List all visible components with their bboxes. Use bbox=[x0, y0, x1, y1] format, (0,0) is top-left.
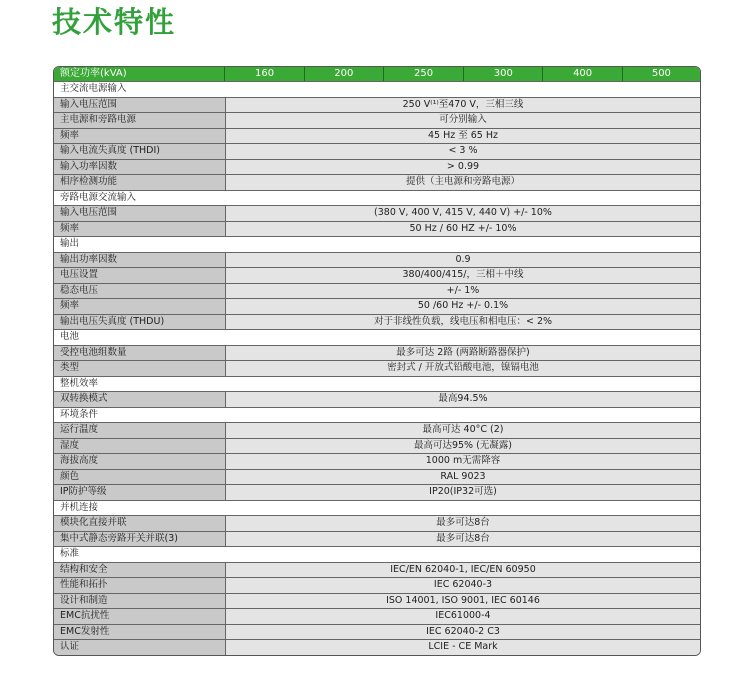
row-value: 50 /60 Hz +/- 0.1% bbox=[226, 299, 700, 314]
row-value: IEC 62040-3 bbox=[226, 578, 700, 593]
row-value: 最多可达8台 bbox=[226, 532, 700, 547]
table-body bbox=[54, 81, 700, 655]
table-row bbox=[54, 624, 700, 640]
row-label: 设计和制造 bbox=[54, 594, 226, 609]
row-label: 相序检测功能 bbox=[54, 175, 226, 190]
row-label: EMC发射性 bbox=[54, 625, 226, 640]
table-row bbox=[54, 159, 700, 175]
section-label: 旁路电源交流输入 bbox=[60, 191, 137, 203]
table-row bbox=[54, 639, 700, 655]
row-value: IEC61000-4 bbox=[226, 609, 700, 624]
row-label: 输出电压失真度 (THDU) bbox=[54, 315, 226, 330]
row-label: 集中式静态旁路开关并联(3) bbox=[54, 532, 226, 547]
section-row bbox=[54, 546, 700, 562]
header-col-250: 250 bbox=[383, 67, 463, 81]
row-value: 最高94.5% bbox=[226, 392, 700, 407]
row-value: 最高可达 40°C (2) bbox=[226, 423, 700, 438]
section-row bbox=[54, 376, 700, 392]
row-value: > 0.99 bbox=[226, 160, 700, 175]
table-row bbox=[54, 453, 700, 469]
section-label: 电池 bbox=[60, 331, 80, 342]
spec-table bbox=[53, 66, 701, 656]
table-row bbox=[54, 577, 700, 593]
page-title: 技术特性 bbox=[52, 5, 177, 39]
row-value: RAL 9023 bbox=[226, 470, 700, 485]
section-label: 主交流电源输入 bbox=[60, 83, 127, 94]
header-col-300: 300 bbox=[463, 67, 542, 81]
table-row bbox=[54, 283, 700, 299]
row-value: +/- 1% bbox=[226, 284, 700, 299]
row-value: 最高可达95% (无凝露) bbox=[226, 439, 700, 454]
row-value: IEC/EN 62040-1, IEC/EN 60950 bbox=[226, 563, 700, 578]
row-label: 类型 bbox=[54, 361, 226, 376]
row-value: (380 V, 400 V, 415 V, 440 V) +/- 10% bbox=[226, 206, 700, 221]
table-row bbox=[54, 515, 700, 531]
table-row bbox=[54, 97, 700, 113]
section-row bbox=[54, 190, 700, 206]
table-row bbox=[54, 562, 700, 578]
header-col-400: 400 bbox=[542, 67, 621, 81]
section-label: 输出 bbox=[60, 238, 80, 249]
row-value: 45 Hz 至 65 Hz bbox=[226, 129, 700, 144]
row-value: 密封式 / 开放式铅酸电池，镍镉电池 bbox=[226, 361, 700, 376]
table-row bbox=[54, 422, 700, 438]
table-row bbox=[54, 469, 700, 485]
row-label: 输入功率因数 bbox=[54, 160, 226, 175]
row-label: 主电源和旁路电源 bbox=[54, 113, 226, 128]
row-value: LCIE - CE Mark bbox=[226, 640, 700, 655]
row-value: 1000 m无需降容 bbox=[226, 454, 700, 469]
row-value: 可分别输入 bbox=[226, 113, 700, 128]
table-row bbox=[54, 205, 700, 221]
header-label: 额定功率(kVA) bbox=[60, 68, 127, 79]
row-label: 性能和拓扑 bbox=[54, 578, 226, 593]
row-value: ISO 14001, ISO 9001, IEC 60146 bbox=[226, 594, 700, 609]
row-label: 湿度 bbox=[54, 439, 226, 454]
table-row bbox=[54, 360, 700, 376]
table-row bbox=[54, 438, 700, 454]
header-col-160: 160 bbox=[224, 67, 303, 81]
row-label: 频率 bbox=[54, 129, 226, 144]
section-label: 整机效率 bbox=[60, 377, 99, 389]
table-row bbox=[54, 314, 700, 330]
table-row bbox=[54, 531, 700, 547]
row-label: 输入电压范围 bbox=[54, 98, 226, 113]
row-value: 380/400/415/，三相＋中线 bbox=[226, 268, 700, 283]
row-label: 频率 bbox=[54, 222, 226, 237]
table-row bbox=[54, 608, 700, 624]
section-label: 环境条件 bbox=[60, 408, 99, 420]
table-row bbox=[54, 112, 700, 128]
row-value: 对于非线性负载，线电压和相电压：< 2% bbox=[226, 315, 700, 330]
section-row bbox=[54, 407, 700, 423]
row-label: 认证 bbox=[54, 640, 226, 655]
table-header bbox=[54, 67, 700, 81]
row-label: 受控电池组数量 bbox=[54, 346, 226, 361]
row-label: 结构和安全 bbox=[54, 563, 226, 578]
row-label: 频率 bbox=[54, 299, 226, 314]
row-label: 双转换模式 bbox=[54, 392, 226, 407]
row-value: < 3 % bbox=[226, 144, 700, 159]
table-row bbox=[54, 174, 700, 190]
section-row bbox=[54, 236, 700, 252]
row-value: 提供（主电源和旁路电源） bbox=[226, 175, 700, 190]
row-label: 电压设置 bbox=[54, 268, 226, 283]
table-row bbox=[54, 252, 700, 268]
section-row bbox=[54, 81, 700, 97]
table-row bbox=[54, 484, 700, 500]
header-col-200: 200 bbox=[304, 67, 383, 81]
table-row bbox=[54, 298, 700, 314]
table-row bbox=[54, 143, 700, 159]
row-label: 输入电流失真度 (THDI) bbox=[54, 144, 226, 159]
table-row bbox=[54, 267, 700, 283]
row-value: 50 Hz / 60 HZ +/- 10% bbox=[226, 222, 700, 237]
table-row bbox=[54, 345, 700, 361]
row-value: IEC 62040-2 C3 bbox=[226, 625, 700, 640]
row-value: 最多可达 2路 (两路断路器保护) bbox=[226, 346, 700, 361]
row-label: 稳态电压 bbox=[54, 284, 226, 299]
row-label: 输出功率因数 bbox=[54, 253, 226, 268]
row-value: 250 V⁽¹⁾至470 V，三相三线 bbox=[226, 98, 700, 113]
row-label: EMC抗扰性 bbox=[54, 609, 226, 624]
row-label: 输入电压范围 bbox=[54, 206, 226, 221]
table-row bbox=[54, 391, 700, 407]
section-label: 标准 bbox=[60, 548, 80, 559]
table-row bbox=[54, 593, 700, 609]
row-value: 0.9 bbox=[226, 253, 700, 268]
row-label: 运行温度 bbox=[54, 423, 226, 438]
table-row bbox=[54, 128, 700, 144]
row-label: 模块化直接并联 bbox=[54, 516, 226, 531]
section-row bbox=[54, 500, 700, 516]
row-label: IP防护等级 bbox=[54, 485, 226, 500]
section-row bbox=[54, 329, 700, 345]
header-col-500: 500 bbox=[622, 67, 700, 81]
row-value: 最多可达8台 bbox=[226, 516, 700, 531]
row-value: IP20(IP32可选) bbox=[226, 485, 700, 500]
row-label: 海拔高度 bbox=[54, 454, 226, 469]
table-row bbox=[54, 221, 700, 237]
row-label: 颜色 bbox=[54, 470, 226, 485]
section-label: 并机连接 bbox=[60, 501, 99, 513]
